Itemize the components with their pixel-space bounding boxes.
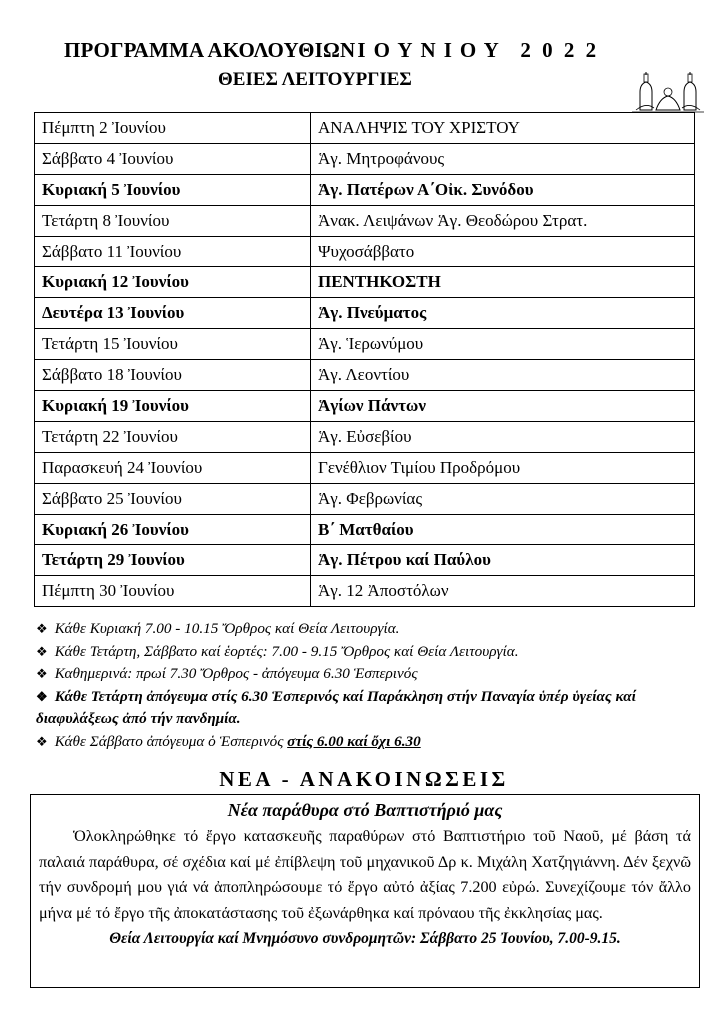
service-event: Ἁγ. Πατέρων Α΄Οἰκ. Συνόδου [311, 174, 695, 205]
service-date: Κυριακή 19 Ἰουνίου [35, 391, 311, 422]
service-event: ΠΕΝΤΗΚΟΣΤΗ [311, 267, 695, 298]
note-item: ❖ Κάθε Σάββατο ἀπόγευμα ὁ Ἑσπερινός στίς 6.00 καί ὄχι 6.30 [36, 731, 700, 754]
service-event: Β΄ Ματθαίου [311, 514, 695, 545]
table-row [35, 113, 695, 144]
news-section-title: ΝΕΑ - ΑΝΑΚΟΙΝΩΣΕΙΣ [219, 767, 509, 791]
title-year: 2 0 2 2 [520, 38, 600, 62]
service-date: Τετάρτη 8 Ἰουνίου [35, 205, 311, 236]
service-date: Τετάρτη 22 Ἰουνίου [35, 421, 311, 452]
table-row [35, 267, 695, 298]
service-date: Δευτέρα 13 Ἰουνίου [35, 298, 311, 329]
table-row [35, 205, 695, 236]
service-date: Κυριακή 12 Ἰουνίου [35, 267, 311, 298]
service-date: Σάββατο 18 Ἰουνίου [35, 360, 311, 391]
services-table [34, 112, 695, 607]
note-item: ❖ Κάθε Τετάρτη ἀπόγευμα στίς 6.30 Ἑσπερινός καί Παράκληση στήν Παναγία ὑπέρ ὑγείας καί διαφυλάξεως ἀπό τήν πανδημία. [36, 687, 636, 727]
table-row [35, 298, 695, 329]
service-date: Σάββατο 25 Ἰουνίου [35, 483, 311, 514]
service-date: Πέμπτη 2 Ἰουνίου [35, 113, 311, 144]
table-row [35, 421, 695, 452]
service-event: Ἁγ. Εὐσεβίου [311, 421, 695, 452]
service-event: Γενέθλιον Τιμίου Προδρόμου [311, 452, 695, 483]
diamond-bullet-icon: ❖ [36, 621, 48, 636]
notes-list [36, 618, 700, 753]
service-date: Κυριακή 5 Ἰουνίου [35, 174, 311, 205]
service-event: Ἁγίων Πάντων [311, 391, 695, 422]
service-date: Πέμπτη 30 Ἰουνίου [35, 576, 311, 607]
table-row [35, 174, 695, 205]
table-row [35, 576, 695, 607]
service-event: Ἁγ. Πνεύματος [311, 298, 695, 329]
table-row [35, 236, 695, 267]
diamond-bullet-icon: ❖ [36, 666, 48, 681]
note-item: ❖ Κάθε Κυριακή 7.00 - 10.15 Ὄρθρος καί Θεία Λειτουργία. [36, 618, 700, 641]
diamond-bullet-icon: ❖ [36, 733, 48, 749]
service-date: Τετάρτη 29 Ἰουνίου [35, 545, 311, 576]
service-event: Ἁγ. Φεβρωνίας [311, 483, 695, 514]
service-event: Ἁγ. Μητροφάνους [311, 143, 695, 174]
service-date: Τετάρτη 15 Ἰουνίου [35, 329, 311, 360]
service-event: Ἁγ. Λεοντίου [311, 360, 695, 391]
service-date: Παρασκευή 24 Ἰουνίου [35, 452, 311, 483]
table-row [35, 143, 695, 174]
diamond-bullet-icon: ❖ [36, 688, 48, 704]
table-row [35, 391, 695, 422]
service-event: Ἁγ. 12 Ἀποστόλων [311, 576, 695, 607]
church-illustration-icon [632, 72, 704, 114]
table-row [35, 360, 695, 391]
service-event: Ἁγ. Ἱερωνύμου [311, 329, 695, 360]
news-footer: Θεία Λειτουργία καί Μνημόσυνο συνδρομητῶν: Σάββατο 25 Ἰουνίου, 7.00-9.15. [109, 930, 621, 947]
service-date: Σάββατο 4 Ἰουνίου [35, 143, 311, 174]
title-month: ΙΟΥΝΙΟΥ [357, 38, 507, 62]
news-heading: Νέα παράθυρα στό Βαπτιστήριό μας [227, 800, 503, 820]
news-box [30, 794, 700, 988]
table-row [35, 329, 695, 360]
note-item: ❖ Καθημερινά: πρωί 7.30 Ὄρθρος - ἀπόγευμα 6.30 Ἑσπερινός [36, 663, 700, 686]
news-body: Ὁλοκληρώθηκε τό ἔργο κατασκευῆς παραθύρων στό Βαπτιστήριο τοῦ Ναοῦ, μέ βάση τά παλαιά παράθυρα, σέ σχέδια καί μέ ἐπίβλεψη τοῦ μηχανικοῦ Δρ κ. Μιχάλη Χατζηγιάννη. Δέν ξεχνῶ τήν συνδρομή μου γιά νά ἀποπληρώσουμε τό ἔργο αὐτό ἀξίας 7.200 εὐρώ. Συνεχίζουμε τόν ἄλλο μήνα μέ τό ἔργο τῆς ἀποκατάστασης τοῦ ἐξωνάρθηκα καί πρόναου τῆς ἐκκλησίας μας. [39, 827, 691, 922]
service-event: Ψυχοσάββατο [311, 236, 695, 267]
note-emphasis: στίς 6.00 καί ὄχι 6.30 [287, 732, 421, 750]
title-text: ΠΡΟΓΡΑΜΜΑ ΑΚΟΛΟΥΘΙΩΝ [64, 38, 356, 62]
note-item: ❖ Κάθε Τετάρτη, Σάββατο καί ἑορτές: 7.00 - 9.15 Ὄρθρος καί Θεία Λειτουργία. [36, 641, 700, 664]
table-row [35, 545, 695, 576]
table-row [35, 452, 695, 483]
service-event: Ἁγ. Πέτρου καί Παύλου [311, 545, 695, 576]
table-row [35, 483, 695, 514]
service-event: ΑΝΑΛΗΨΙΣ ΤΟΥ ΧΡΙΣΤΟΥ [311, 113, 695, 144]
table-row [35, 514, 695, 545]
service-date: Σάββατο 11 Ἰουνίου [35, 236, 311, 267]
page-title [64, 38, 599, 63]
page-subtitle: ΘΕΙΕΣ ΛΕΙΤΟΥΡΓΙΕΣ [218, 69, 412, 90]
service-date: Κυριακή 26 Ἰουνίου [35, 514, 311, 545]
diamond-bullet-icon: ❖ [36, 643, 48, 659]
service-event: Ἀνακ. Λειψάνων Ἁγ. Θεοδώρου Στρατ. [311, 205, 695, 236]
